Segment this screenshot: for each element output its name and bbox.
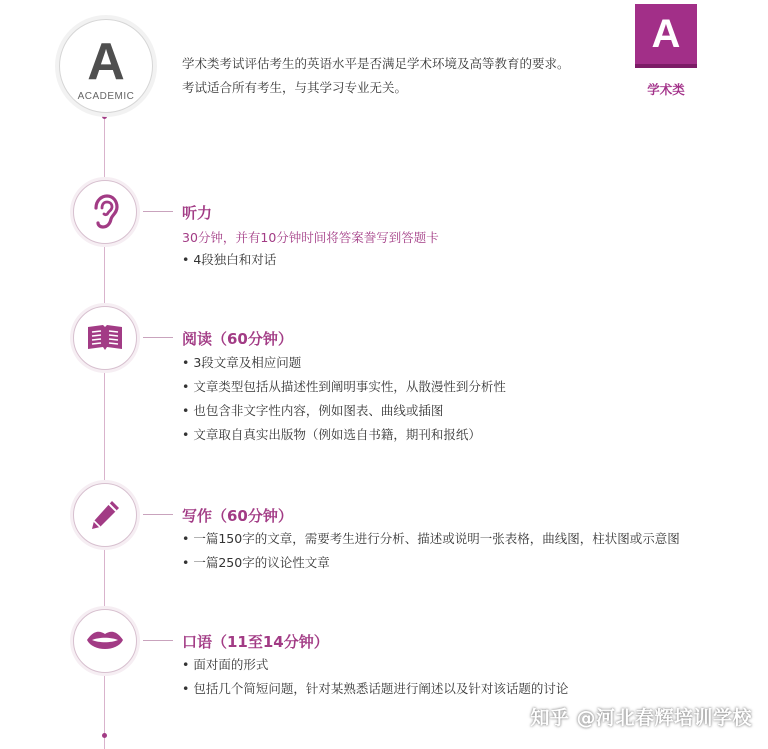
lips-icon xyxy=(85,628,125,654)
book-icon xyxy=(86,323,124,353)
list-item: • 面对面的形式 xyxy=(182,657,269,672)
timeline-dot xyxy=(102,114,107,119)
writing-bullets xyxy=(182,527,680,575)
list-item: • 文章取自真实出版物（例如选自书籍，期刊和报纸） xyxy=(182,427,481,442)
academic-word: ACADEMIC xyxy=(77,90,135,102)
list-item: • 也包含非文字性内容，例如图表、曲线或插图 xyxy=(182,403,444,418)
speaking-circle xyxy=(73,609,137,673)
list-item: • 一篇150字的文章，需要考生进行分析、描述或说明一张表格，曲线图，柱状图或示意图 xyxy=(182,531,680,546)
speaking-connector xyxy=(143,640,173,641)
badge-label: 学术类 xyxy=(647,82,685,97)
reading-connector xyxy=(143,337,173,338)
reading-title: 阅读（60分钟） xyxy=(182,330,293,348)
timeline-dot xyxy=(102,733,107,738)
listening-bullets xyxy=(182,248,276,272)
watermark: 知乎 @河北春辉培训学校 xyxy=(530,707,752,729)
list-item: • 3段文章及相应问题 xyxy=(182,355,302,370)
ear-icon xyxy=(90,194,120,230)
academic-letter: A xyxy=(87,32,125,91)
speaking-bullets xyxy=(182,653,568,701)
reading-circle xyxy=(73,306,137,370)
list-item: • 4段独白和对话 xyxy=(182,252,277,267)
speaking-title: 口语（11至14分钟） xyxy=(182,633,329,651)
listening-title: 听力 xyxy=(182,204,213,222)
pencil-icon xyxy=(88,498,122,532)
writing-circle xyxy=(73,483,137,547)
listening-connector xyxy=(143,211,173,212)
writing-connector xyxy=(143,514,173,515)
writing-title: 写作（60分钟） xyxy=(182,507,293,525)
intro-text xyxy=(182,52,632,100)
academic-badge xyxy=(635,4,697,68)
list-item: • 文章类型包括从描述性到阐明事实性，从散漫性到分析性 xyxy=(182,379,506,394)
listening-subtitle: 30分钟，并有10分钟时间将答案誊写到答题卡 xyxy=(182,230,439,245)
badge-letter: A xyxy=(651,11,681,56)
list-item: • 包括几个简短问题，针对某熟悉话题进行阐述以及针对该话题的讨论 xyxy=(182,681,569,696)
intro-line-2: 考试适合所有考生，与其学习专业无关。 xyxy=(182,80,408,95)
academic-circle xyxy=(59,19,153,113)
list-item: • 一篇250字的议论性文章 xyxy=(182,555,330,570)
reading-bullets xyxy=(182,351,506,447)
intro-line-1: 学术类考试评估考生的英语水平是否满足学术环境及高等教育的要求。 xyxy=(182,56,570,71)
listening-circle xyxy=(73,180,137,244)
